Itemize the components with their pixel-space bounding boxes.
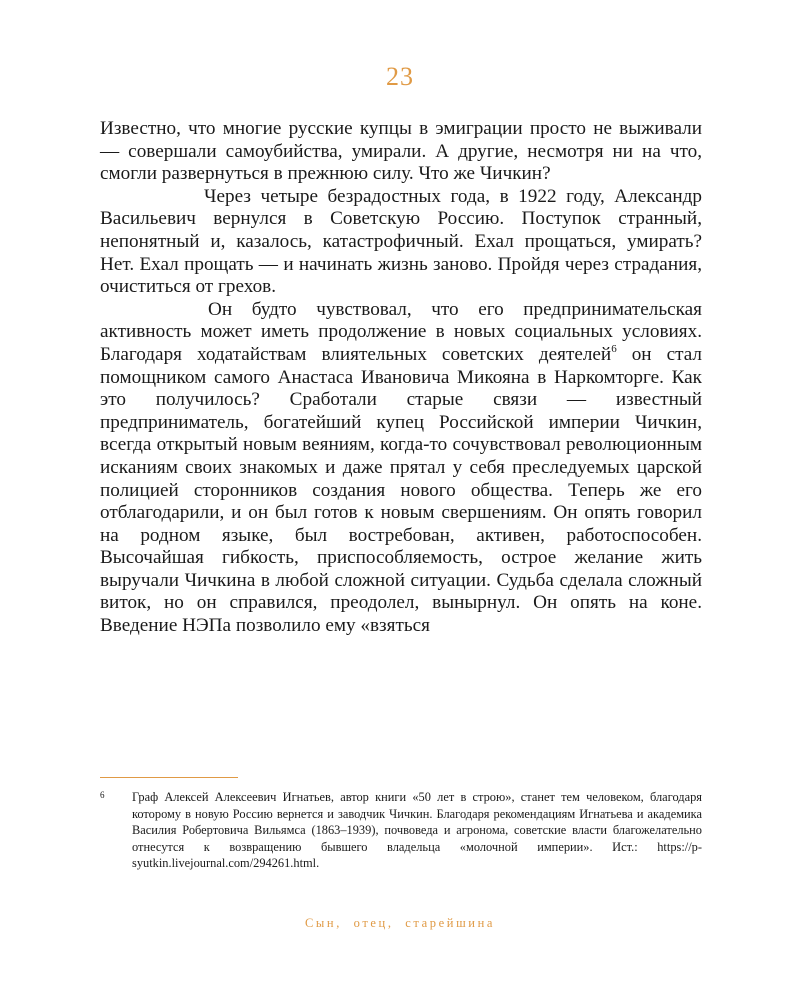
paragraph-3-part-2: он стал помощником самого Анастаса Ивановича Микояна в Наркомторге. Как это получилось? Сработали старые связи — известный предприниматель, богатейший купец Российской империи Чичкин, всегда открытый новым веяниям, когда-то сочувствовал революционным исканиям своих знакомых и даже прятал у себя преследуемых царской полицией сторонников создания нового общества. Теперь же его отблагодарили, и он был готов к новым свершениям. Он опять говорил на родном языке, был востребован, активен, работоспособен. Высочайшая гибкость, приспособляемость, острое желание жить выручали Чичкина в любой сложной ситуации. Судьба сделала сложный виток, но он справился, преодолел, вынырнул. Он опять на коне. Введение НЭПа позволило ему «взяться: [100, 343, 702, 637]
paragraph-3: [100, 299, 702, 638]
main-text: [100, 118, 702, 638]
paragraph-1: Известно, что многие русские купцы в эмиграции просто не выживали — совершали самоубийства, умирали. А другие, несмотря ни на что, смогли развернуться в прежнюю силу. Что же Чичкин?: [100, 118, 702, 185]
footnote-text: Граф Алексей Алексеевич Игнатьев, автор книги «50 лет в строю», станет тем человеком, благодаря которому в новую Россию вернется и заводчик Чичкин. Благодаря рекомендациям Игнатьева и академика Василия Робертовича Вильямса (1863–1939), почвоведа и агронома, советские власти благожелательно отнесутся к возвращению бывшего владельца «молочной империи». Ист.: https://p-syutkin.livejournal.com/294261.html.: [132, 790, 702, 871]
paragraph-3-part-1: Он будто чувствовал, что его предпринимательская активность может иметь продолжение в новых социальных условиях. Благодаря ходатайствам влиятельных советских деятелей: [100, 298, 702, 365]
footnote-mark: 6: [100, 790, 105, 800]
footnote-reference[interactable]: 6: [611, 342, 617, 355]
footnote: [100, 789, 702, 872]
running-footer: Сын, отец, старейшина: [304, 916, 496, 930]
footnote-divider: [100, 777, 238, 778]
paragraph-2: Через четыре безрадостных года, в 1922 году, Александр Васильевич вернулся в Советскую Россию. Поступок странный, непонятный и, казалось, катастрофичный. Ехал прощаться, умирать? Нет. Ехал прощать — и начинать жизнь заново. Пройдя через страдания, очиститься от грехов.: [100, 185, 702, 298]
page-number: 23: [386, 62, 414, 91]
